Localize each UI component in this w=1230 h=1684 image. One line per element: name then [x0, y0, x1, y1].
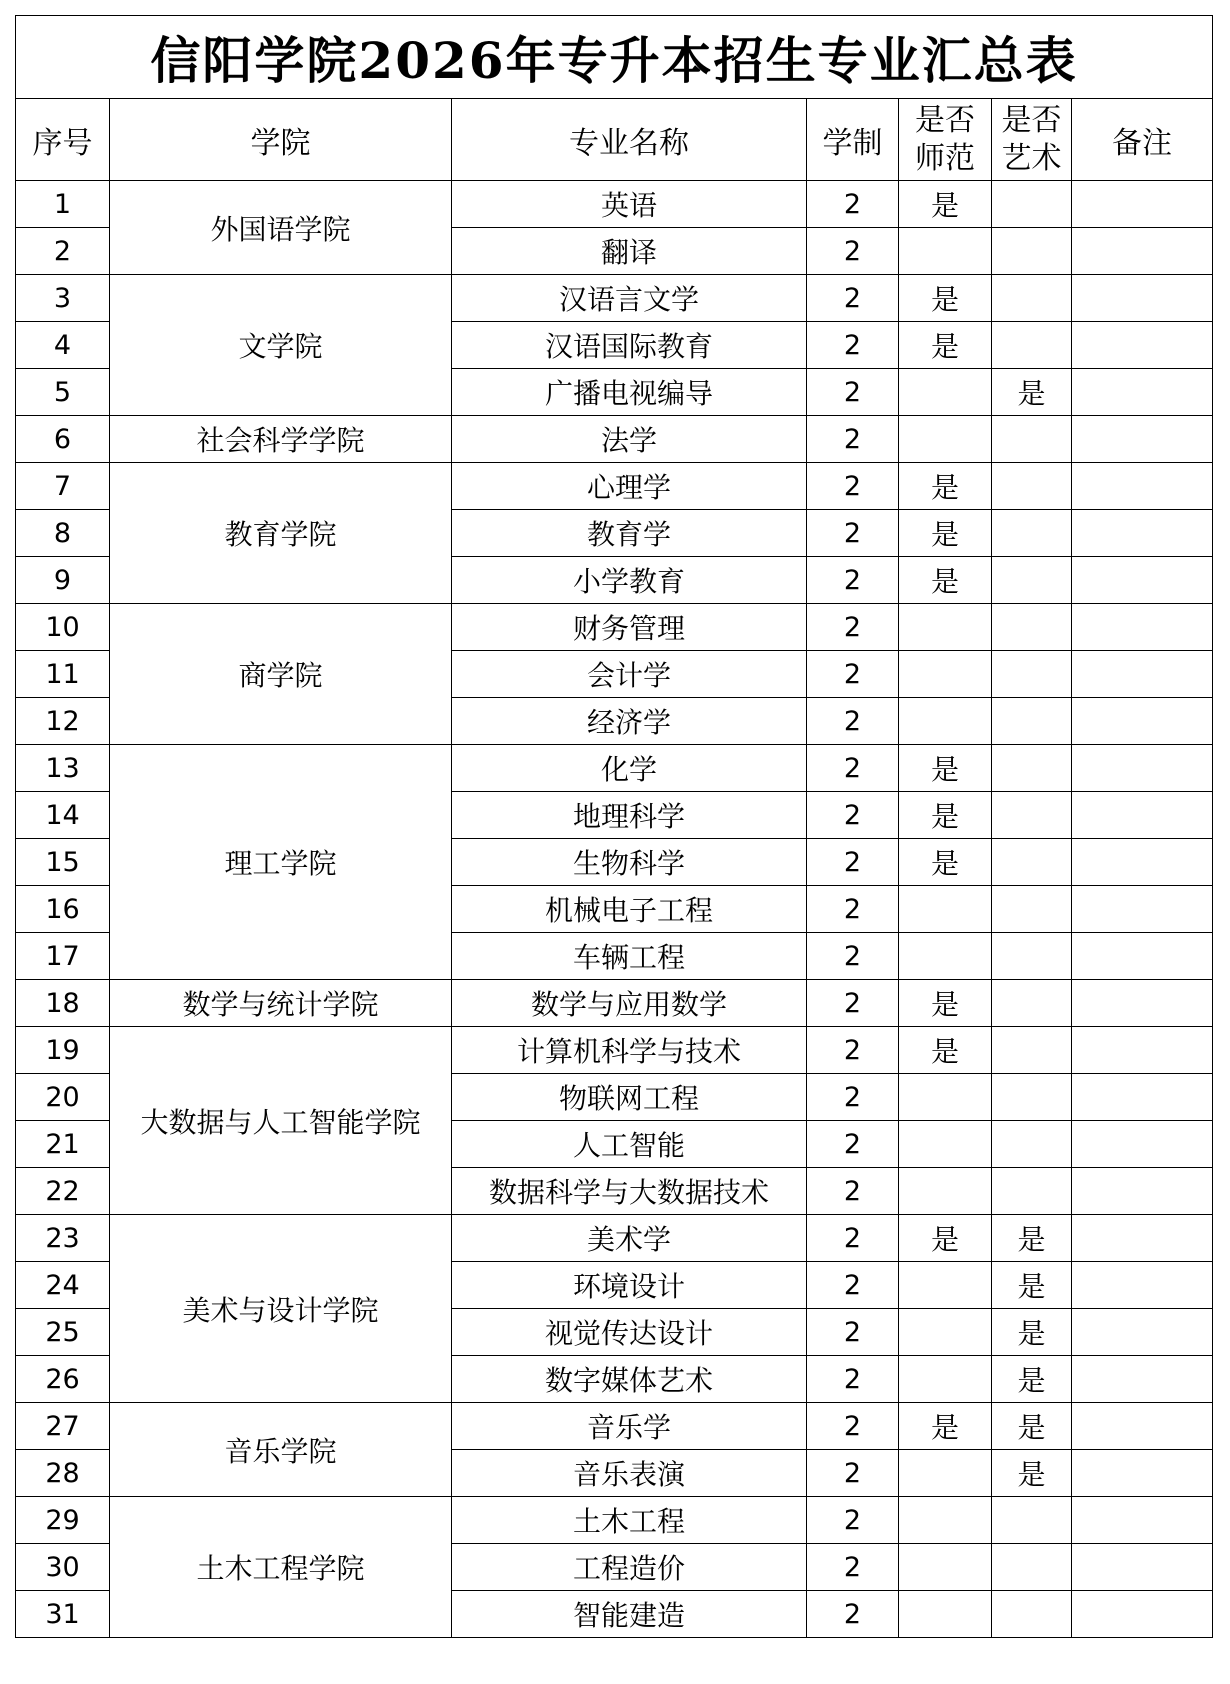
- is-art-cell: [992, 698, 1072, 745]
- duration-cell: 2: [807, 651, 899, 698]
- remark-cell: [1072, 1074, 1213, 1121]
- major-name: 化学: [452, 745, 807, 792]
- is-art-cell: [992, 792, 1072, 839]
- is-normal-cell: [899, 1121, 992, 1168]
- major-name: 音乐表演: [452, 1450, 807, 1497]
- is-art-cell: [992, 557, 1072, 604]
- remark-cell: [1072, 228, 1213, 275]
- is-art-cell: [992, 1121, 1072, 1168]
- is-art-cell: [992, 886, 1072, 933]
- table-row: [16, 275, 1213, 322]
- is-art-cell: [992, 1591, 1072, 1638]
- is-normal-cell: 是: [899, 1403, 992, 1450]
- header-seq: 序号: [16, 99, 110, 181]
- remark-cell: [1072, 933, 1213, 980]
- row-number: 2: [16, 228, 110, 275]
- duration-cell: 2: [807, 416, 899, 463]
- row-number: 8: [16, 510, 110, 557]
- major-name: 物联网工程: [452, 1074, 807, 1121]
- table-row: [16, 1497, 1213, 1544]
- header-is-normal-line1: 是否: [915, 102, 975, 138]
- remark-cell: [1072, 745, 1213, 792]
- college-name: 商学院: [110, 604, 452, 745]
- is-normal-cell: [899, 604, 992, 651]
- duration-cell: 2: [807, 886, 899, 933]
- row-number: 30: [16, 1544, 110, 1591]
- is-art-cell: 是: [992, 1215, 1072, 1262]
- duration-cell: 2: [807, 557, 899, 604]
- table-row: [16, 463, 1213, 510]
- is-art-cell: [992, 228, 1072, 275]
- duration-cell: 2: [807, 1262, 899, 1309]
- is-normal-cell: 是: [899, 1215, 992, 1262]
- is-normal-cell: 是: [899, 792, 992, 839]
- is-art-cell: 是: [992, 1450, 1072, 1497]
- remark-cell: [1072, 369, 1213, 416]
- remark-cell: [1072, 510, 1213, 557]
- remark-cell: [1072, 1168, 1213, 1215]
- major-name: 计算机科学与技术: [452, 1027, 807, 1074]
- is-normal-cell: [899, 1262, 992, 1309]
- major-name: 英语: [452, 181, 807, 228]
- duration-cell: 2: [807, 1544, 899, 1591]
- is-normal-cell: [899, 933, 992, 980]
- is-normal-cell: [899, 651, 992, 698]
- is-normal-cell: [899, 1309, 992, 1356]
- is-normal-cell: [899, 1356, 992, 1403]
- major-name: 汉语言文学: [452, 275, 807, 322]
- duration-cell: 2: [807, 839, 899, 886]
- remark-cell: [1072, 275, 1213, 322]
- header-college: 学院: [110, 99, 452, 181]
- duration-cell: 2: [807, 1121, 899, 1168]
- major-name: 智能建造: [452, 1591, 807, 1638]
- is-art-cell: 是: [992, 1309, 1072, 1356]
- college-name: 大数据与人工智能学院: [110, 1027, 452, 1215]
- remark-cell: [1072, 1356, 1213, 1403]
- is-art-cell: 是: [992, 1356, 1072, 1403]
- row-number: 6: [16, 416, 110, 463]
- duration-cell: 2: [807, 698, 899, 745]
- row-number: 5: [16, 369, 110, 416]
- row-number: 4: [16, 322, 110, 369]
- major-name: 数字媒体艺术: [452, 1356, 807, 1403]
- remark-cell: [1072, 1027, 1213, 1074]
- remark-cell: [1072, 1544, 1213, 1591]
- college-name: 音乐学院: [110, 1403, 452, 1497]
- duration-cell: 2: [807, 369, 899, 416]
- college-name: 外国语学院: [110, 181, 452, 275]
- major-name: 心理学: [452, 463, 807, 510]
- row-number: 24: [16, 1262, 110, 1309]
- is-art-cell: [992, 510, 1072, 557]
- remark-cell: [1072, 416, 1213, 463]
- is-art-cell: 是: [992, 1262, 1072, 1309]
- duration-cell: 2: [807, 1591, 899, 1638]
- is-art-cell: [992, 275, 1072, 322]
- header-is-normal-line2: 师范: [915, 140, 975, 176]
- college-name: 文学院: [110, 275, 452, 416]
- row-number: 18: [16, 980, 110, 1027]
- is-normal-cell: [899, 228, 992, 275]
- major-name: 车辆工程: [452, 933, 807, 980]
- row-number: 16: [16, 886, 110, 933]
- college-name: 教育学院: [110, 463, 452, 604]
- table-row: [16, 1027, 1213, 1074]
- is-normal-cell: [899, 886, 992, 933]
- duration-cell: 2: [807, 1497, 899, 1544]
- major-name: 工程造价: [452, 1544, 807, 1591]
- major-name: 土木工程: [452, 1497, 807, 1544]
- major-name: 教育学: [452, 510, 807, 557]
- college-name: 数学与统计学院: [110, 980, 452, 1027]
- remark-cell: [1072, 792, 1213, 839]
- remark-cell: [1072, 1262, 1213, 1309]
- is-normal-cell: 是: [899, 322, 992, 369]
- is-art-cell: [992, 933, 1072, 980]
- row-number: 28: [16, 1450, 110, 1497]
- is-normal-cell: 是: [899, 980, 992, 1027]
- header-is-art-line1: 是否: [1001, 102, 1062, 138]
- duration-cell: 2: [807, 510, 899, 557]
- duration-cell: 2: [807, 604, 899, 651]
- is-normal-cell: 是: [899, 839, 992, 886]
- is-art-cell: [992, 416, 1072, 463]
- major-name: 视觉传达设计: [452, 1309, 807, 1356]
- duration-cell: 2: [807, 792, 899, 839]
- remark-cell: [1072, 886, 1213, 933]
- row-number: 3: [16, 275, 110, 322]
- row-number: 1: [16, 181, 110, 228]
- is-normal-cell: 是: [899, 510, 992, 557]
- row-number: 19: [16, 1027, 110, 1074]
- remark-cell: [1072, 181, 1213, 228]
- remark-cell: [1072, 839, 1213, 886]
- college-name: 社会科学学院: [110, 416, 452, 463]
- is-normal-cell: [899, 1168, 992, 1215]
- duration-cell: 2: [807, 745, 899, 792]
- duration-cell: 2: [807, 275, 899, 322]
- is-normal-cell: 是: [899, 463, 992, 510]
- major-name: 音乐学: [452, 1403, 807, 1450]
- is-art-cell: 是: [992, 1403, 1072, 1450]
- is-art-cell: [992, 604, 1072, 651]
- duration-cell: 2: [807, 463, 899, 510]
- major-name: 经济学: [452, 698, 807, 745]
- is-normal-cell: [899, 416, 992, 463]
- duration-cell: 2: [807, 228, 899, 275]
- row-number: 11: [16, 651, 110, 698]
- major-name: 生物科学: [452, 839, 807, 886]
- is-art-cell: [992, 651, 1072, 698]
- table-row: [16, 980, 1213, 1027]
- remark-cell: [1072, 1497, 1213, 1544]
- is-art-cell: [992, 463, 1072, 510]
- major-name: 会计学: [452, 651, 807, 698]
- remark-cell: [1072, 651, 1213, 698]
- is-art-cell: [992, 1074, 1072, 1121]
- major-name: 美术学: [452, 1215, 807, 1262]
- row-number: 25: [16, 1309, 110, 1356]
- row-number: 9: [16, 557, 110, 604]
- is-normal-cell: [899, 1497, 992, 1544]
- duration-cell: 2: [807, 1168, 899, 1215]
- major-name: 地理科学: [452, 792, 807, 839]
- is-art-cell: [992, 1027, 1072, 1074]
- row-number: 29: [16, 1497, 110, 1544]
- table-row: [16, 745, 1213, 792]
- row-number: 26: [16, 1356, 110, 1403]
- header-is-normal: [899, 99, 992, 181]
- table-row: [16, 416, 1213, 463]
- remark-cell: [1072, 1403, 1213, 1450]
- major-name: 人工智能: [452, 1121, 807, 1168]
- is-normal-cell: 是: [899, 275, 992, 322]
- is-art-cell: [992, 322, 1072, 369]
- row-number: 23: [16, 1215, 110, 1262]
- table-body: [16, 181, 1213, 1638]
- row-number: 13: [16, 745, 110, 792]
- is-art-cell: [992, 745, 1072, 792]
- row-number: 10: [16, 604, 110, 651]
- duration-cell: 2: [807, 1403, 899, 1450]
- remark-cell: [1072, 1121, 1213, 1168]
- duration-cell: 2: [807, 1450, 899, 1497]
- major-name: 数学与应用数学: [452, 980, 807, 1027]
- remark-cell: [1072, 980, 1213, 1027]
- table-row: [16, 181, 1213, 228]
- remark-cell: [1072, 1215, 1213, 1262]
- header-is-art-line2: 艺术: [1001, 140, 1062, 176]
- college-name: 土木工程学院: [110, 1497, 452, 1638]
- is-art-cell: [992, 839, 1072, 886]
- is-art-cell: [992, 1168, 1072, 1215]
- major-name: 环境设计: [452, 1262, 807, 1309]
- duration-cell: 2: [807, 181, 899, 228]
- is-normal-cell: [899, 1450, 992, 1497]
- is-normal-cell: 是: [899, 181, 992, 228]
- remark-cell: [1072, 698, 1213, 745]
- is-normal-cell: [899, 1074, 992, 1121]
- remark-cell: [1072, 1309, 1213, 1356]
- is-art-cell: [992, 181, 1072, 228]
- row-number: 22: [16, 1168, 110, 1215]
- is-normal-cell: [899, 698, 992, 745]
- row-number: 15: [16, 839, 110, 886]
- header-major: 专业名称: [452, 99, 807, 181]
- header-remark: 备注: [1072, 99, 1213, 181]
- duration-cell: 2: [807, 322, 899, 369]
- is-normal-cell: 是: [899, 1027, 992, 1074]
- remark-cell: [1072, 322, 1213, 369]
- remark-cell: [1072, 557, 1213, 604]
- duration-cell: 2: [807, 1356, 899, 1403]
- major-name: 广播电视编导: [452, 369, 807, 416]
- duration-cell: 2: [807, 1074, 899, 1121]
- remark-cell: [1072, 463, 1213, 510]
- row-number: 21: [16, 1121, 110, 1168]
- duration-cell: 2: [807, 980, 899, 1027]
- row-number: 7: [16, 463, 110, 510]
- major-name: 汉语国际教育: [452, 322, 807, 369]
- duration-cell: 2: [807, 1027, 899, 1074]
- major-name: 法学: [452, 416, 807, 463]
- duration-cell: 2: [807, 1215, 899, 1262]
- row-number: 20: [16, 1074, 110, 1121]
- row-number: 17: [16, 933, 110, 980]
- is-art-cell: [992, 1544, 1072, 1591]
- is-normal-cell: [899, 1591, 992, 1638]
- table-row: [16, 1215, 1213, 1262]
- college-name: 美术与设计学院: [110, 1215, 452, 1403]
- remark-cell: [1072, 1450, 1213, 1497]
- is-normal-cell: [899, 1544, 992, 1591]
- table-row: [16, 1403, 1213, 1450]
- page-title: 信阳学院2026年专升本招生专业汇总表: [16, 16, 1213, 99]
- is-normal-cell: 是: [899, 557, 992, 604]
- header-is-art: [992, 99, 1072, 181]
- row-number: 31: [16, 1591, 110, 1638]
- major-name: 小学教育: [452, 557, 807, 604]
- major-name: 机械电子工程: [452, 886, 807, 933]
- is-art-cell: [992, 1497, 1072, 1544]
- is-normal-cell: [899, 369, 992, 416]
- row-number: 14: [16, 792, 110, 839]
- row-number: 27: [16, 1403, 110, 1450]
- is-art-cell: 是: [992, 369, 1072, 416]
- college-name: 理工学院: [110, 745, 452, 980]
- is-normal-cell: 是: [899, 745, 992, 792]
- table-row: [16, 604, 1213, 651]
- is-art-cell: [992, 980, 1072, 1027]
- header-duration: 学制: [807, 99, 899, 181]
- duration-cell: 2: [807, 933, 899, 980]
- major-name: 翻译: [452, 228, 807, 275]
- remark-cell: [1072, 1591, 1213, 1638]
- major-name: 数据科学与大数据技术: [452, 1168, 807, 1215]
- row-number: 12: [16, 698, 110, 745]
- major-name: 财务管理: [452, 604, 807, 651]
- duration-cell: 2: [807, 1309, 899, 1356]
- enrollment-table: [15, 15, 1213, 1638]
- remark-cell: [1072, 604, 1213, 651]
